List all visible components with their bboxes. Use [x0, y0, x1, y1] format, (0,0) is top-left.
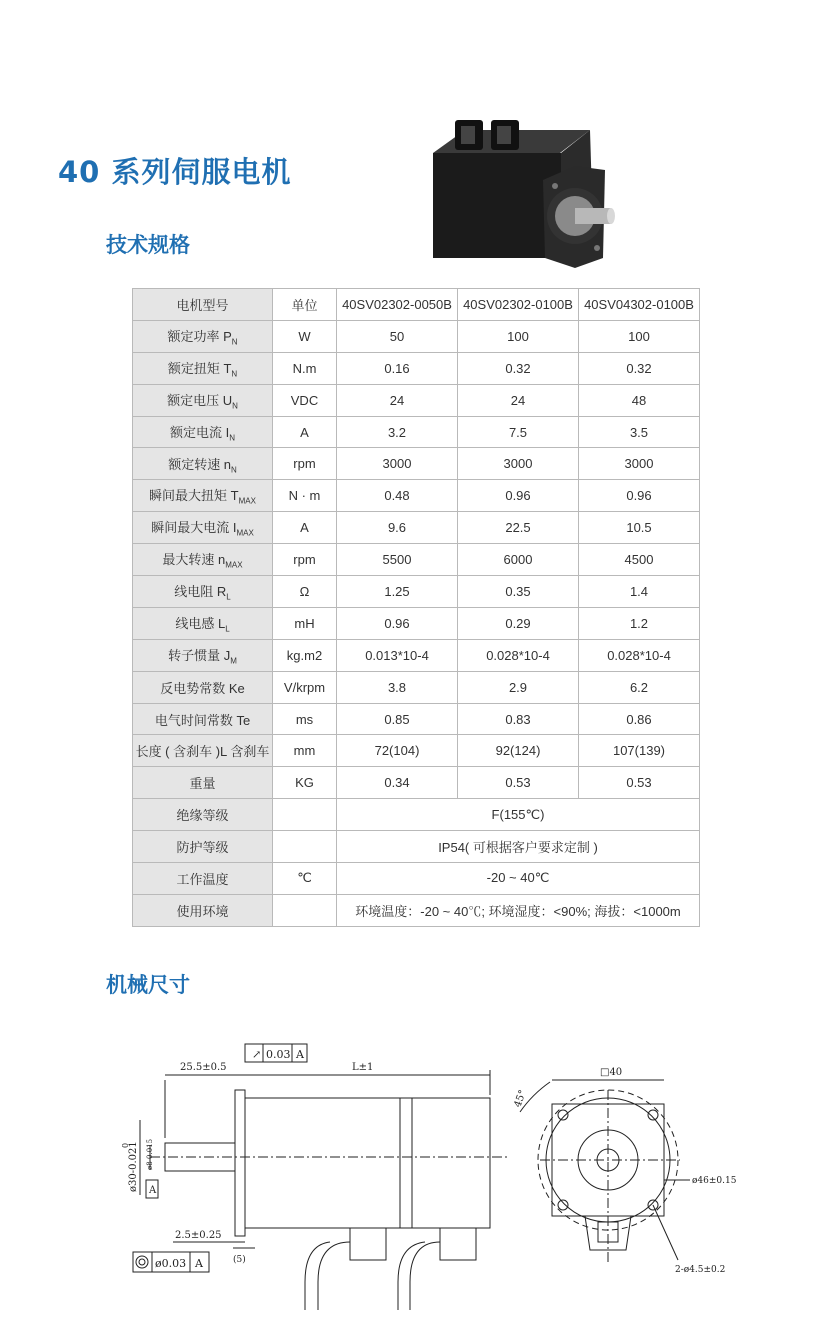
row-unit: Ω — [273, 576, 337, 608]
cell-value: 50 — [337, 320, 458, 352]
cell-value: 3000 — [337, 448, 458, 480]
dim-shaft-small: ø8-0.015 — [146, 1138, 154, 1170]
header-cell: 单位 — [273, 289, 337, 321]
row-unit: mH — [273, 607, 337, 639]
cell-value: 3000 — [458, 448, 579, 480]
cell-value: 7.5 — [458, 416, 579, 448]
header-cell: 40SV02302-0100B — [458, 289, 579, 321]
cell-value: 0.85 — [337, 703, 458, 735]
table-row — [133, 544, 700, 576]
cell-value: 0.32 — [579, 352, 700, 384]
row-label: 长度 ( 含刹车 )L 含刹车 — [133, 735, 273, 767]
cell-value: 72(104) — [337, 735, 458, 767]
cell-value: 100 — [579, 320, 700, 352]
cell-value: 3.2 — [337, 416, 458, 448]
runout-tol: 0.03 — [266, 1048, 291, 1061]
row-unit — [273, 831, 337, 863]
dim-shaft-dia-top: 0 — [121, 1142, 130, 1148]
cell-value: 107(139) — [579, 735, 700, 767]
cell-value: 24 — [458, 384, 579, 416]
row-unit — [273, 799, 337, 831]
concentric-tol: ø0.03 — [155, 1257, 187, 1270]
table-row — [133, 671, 700, 703]
cell-value: 0.34 — [337, 767, 458, 799]
row-label: 瞬间最大扭矩 $T_{MAX}$ — [133, 480, 273, 512]
row-unit: A — [273, 416, 337, 448]
cell-value: IP54( 可根据客户要求定制 ) — [337, 831, 700, 863]
table-row — [133, 480, 700, 512]
dim-flange: 2.5±0.25 — [175, 1230, 222, 1241]
runout-symbol: ↗ — [252, 1048, 262, 1061]
table-row — [133, 384, 700, 416]
cell-value: F(155℃) — [337, 799, 700, 831]
row-label: 使用环境 — [133, 894, 273, 926]
table-row — [133, 639, 700, 671]
table-row-merged — [133, 799, 700, 831]
cell-value: 0.53 — [579, 767, 700, 799]
row-label: 线电感 $L_L$ — [133, 607, 273, 639]
row-unit: mm — [273, 735, 337, 767]
table-row — [133, 448, 700, 480]
row-unit: KG — [273, 767, 337, 799]
row-label: 额定电压 $U_N$ — [133, 384, 273, 416]
table-header-row — [133, 289, 700, 321]
table-row-merged — [133, 863, 700, 895]
table-row — [133, 607, 700, 639]
cell-value: 4500 — [579, 544, 700, 576]
row-label: 工作温度 — [133, 863, 273, 895]
row-unit: N.m — [273, 352, 337, 384]
cell-value: 6000 — [458, 544, 579, 576]
dim-shaft-length: 25.5±0.5 — [180, 1062, 227, 1073]
section-title-dimensions: 机械尺寸 — [106, 973, 190, 997]
cell-value: 0.53 — [458, 767, 579, 799]
cell-value: 0.028*10-4 — [458, 639, 579, 671]
page-title: 40 系列伺服电机 — [58, 155, 292, 189]
cell-value: -20 ~ 40℃ — [337, 863, 700, 895]
row-label: 反电势常数 Ke — [133, 671, 273, 703]
row-label: 额定转速 $n_N$ — [133, 448, 273, 480]
cell-value: 0.48 — [337, 480, 458, 512]
cell-value: 24 — [337, 384, 458, 416]
row-unit: rpm — [273, 448, 337, 480]
cell-value: 5500 — [337, 544, 458, 576]
cell-value: 10.5 — [579, 512, 700, 544]
header-cell: 电机型号 — [133, 289, 273, 321]
row-label: 额定电流 $I_N$ — [133, 416, 273, 448]
row-unit: rpm — [273, 544, 337, 576]
cell-value: 3.5 — [579, 416, 700, 448]
cell-value: 0.83 — [458, 703, 579, 735]
spec-table — [132, 288, 700, 927]
row-unit: ℃ — [273, 863, 337, 895]
cell-value: 1.4 — [579, 576, 700, 608]
row-unit: ms — [273, 703, 337, 735]
row-label: 额定扭矩 $T_N$ — [133, 352, 273, 384]
row-label: 重量 — [133, 767, 273, 799]
row-unit — [273, 894, 337, 926]
cell-value: 3000 — [579, 448, 700, 480]
row-unit: N · m — [273, 480, 337, 512]
row-unit: kg.m2 — [273, 639, 337, 671]
cell-value: 48 — [579, 384, 700, 416]
row-label: 防护等级 — [133, 831, 273, 863]
dim-pcd: ø46±0.15 — [692, 1176, 737, 1186]
cell-value: 0.96 — [337, 607, 458, 639]
cell-value: 1.2 — [579, 607, 700, 639]
table-row — [133, 767, 700, 799]
cell-value: 0.86 — [579, 703, 700, 735]
concentric-datum: A — [195, 1257, 203, 1270]
cell-value: 3.8 — [337, 671, 458, 703]
mechanical-drawing — [0, 1020, 840, 1325]
row-unit: A — [273, 512, 337, 544]
table-row — [133, 512, 700, 544]
table-row — [133, 320, 700, 352]
cell-value: 22.5 — [458, 512, 579, 544]
row-unit: W — [273, 320, 337, 352]
cell-value: 环境温度：-20 ~ 40℃; 环境湿度：<90%; 海拔：<1000m — [337, 894, 700, 926]
datum-a: A — [149, 1185, 157, 1196]
row-label: 额定功率 $P_N$ — [133, 320, 273, 352]
row-label: 瞬间最大电流 $I_{MAX}$ — [133, 512, 273, 544]
dim-shaft-dia: ø30-0.021 — [128, 1141, 139, 1192]
dim-5: (5) — [233, 1255, 246, 1265]
table-row-merged — [133, 831, 700, 863]
cell-value: 0.96 — [458, 480, 579, 512]
section-title-specs: 技术规格 — [106, 233, 190, 257]
dim-angle: 45° — [512, 1088, 529, 1110]
row-label: 转子惯量 $J_M$ — [133, 639, 273, 671]
table-row — [133, 576, 700, 608]
cell-value: 0.29 — [458, 607, 579, 639]
dim-length: L±1 — [352, 1062, 374, 1073]
table-row — [133, 735, 700, 767]
cell-value: 0.013*10-4 — [337, 639, 458, 671]
cell-value: 0.32 — [458, 352, 579, 384]
cell-value: 1.25 — [337, 576, 458, 608]
row-unit: VDC — [273, 384, 337, 416]
cell-value: 9.6 — [337, 512, 458, 544]
cell-value: 0.35 — [458, 576, 579, 608]
row-label: 电气时间常数 Te — [133, 703, 273, 735]
row-label: 最大转速 $n_{MAX}$ — [133, 544, 273, 576]
row-unit: V/krpm — [273, 671, 337, 703]
header-cell: 40SV04302-0100B — [579, 289, 700, 321]
table-row — [133, 352, 700, 384]
cell-value: 2.9 — [458, 671, 579, 703]
dim-holes: 2-ø4.5±0.2 — [675, 1265, 726, 1275]
cell-value: 0.16 — [337, 352, 458, 384]
table-row — [133, 703, 700, 735]
table-row — [133, 416, 700, 448]
header-cell: 40SV02302-0050B — [337, 289, 458, 321]
table-row-merged — [133, 894, 700, 926]
runout-datum: A — [296, 1048, 304, 1061]
row-label: 线电阻 $R_L$ — [133, 576, 273, 608]
cell-value: 6.2 — [579, 671, 700, 703]
cell-value: 0.028*10-4 — [579, 639, 700, 671]
cell-value: 100 — [458, 320, 579, 352]
motor-photo — [425, 108, 625, 278]
cell-value: 92(124) — [458, 735, 579, 767]
row-label: 绝缘等级 — [133, 799, 273, 831]
cell-value: 0.96 — [579, 480, 700, 512]
dim-square: □40 — [600, 1067, 623, 1078]
